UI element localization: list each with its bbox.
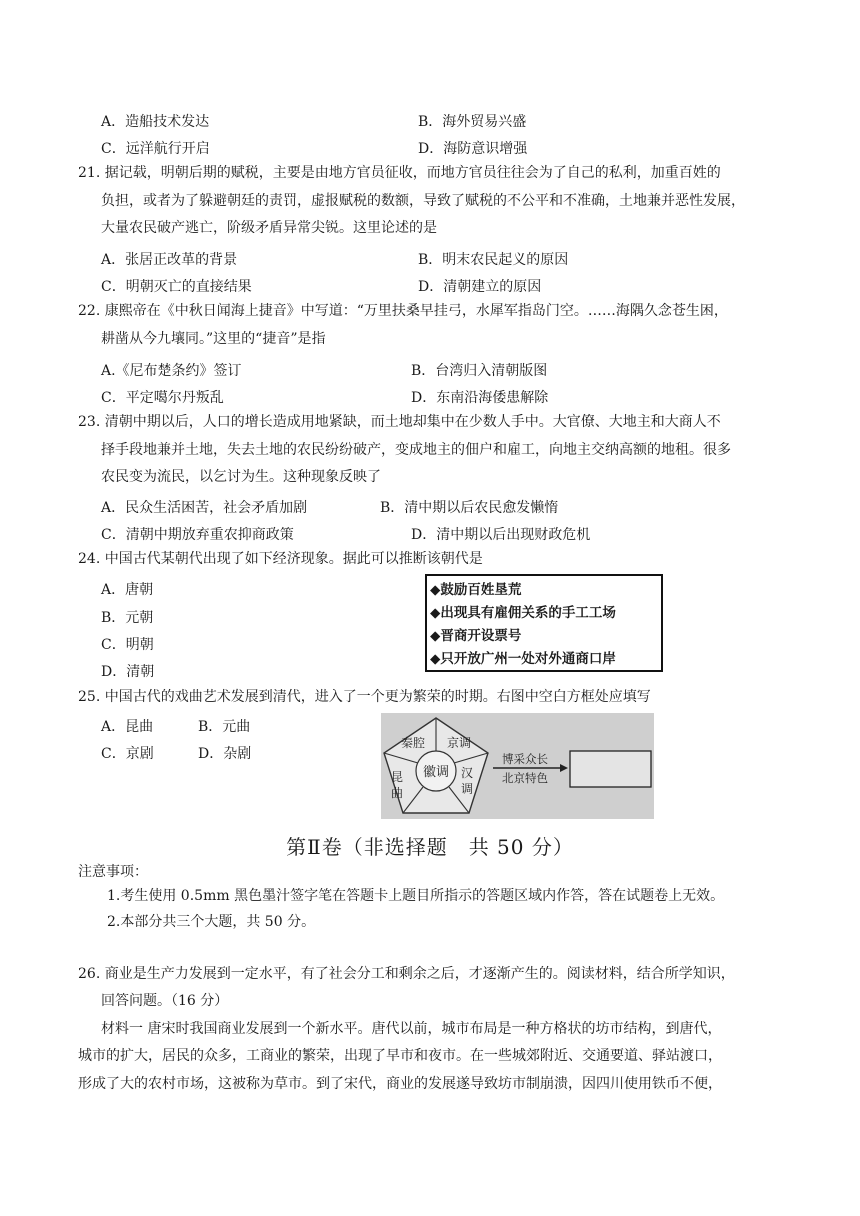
q20-option-c: C．远洋航行开启 (101, 141, 210, 157)
q24-option-c: C．明朝 (101, 637, 154, 653)
phenomenon-item: ◆晋商开设票号 (430, 628, 522, 644)
q24-stem: 24. 中国古代某朝代出现了如下经济现象。据此可以推断该朝代是 (78, 551, 483, 567)
arrow-label-top: 博采众长 (502, 752, 548, 766)
q23-option-d: D．清中期以后出现财政危机 (411, 527, 591, 543)
q23-option-b: B．清中期以后农民愈发懒惰 (380, 500, 559, 516)
phenomenon-item: ◆只开放广州一处对外通商口岸 (430, 651, 616, 667)
q21-option-b: B．明末农民起义的原因 (418, 252, 569, 268)
q24-option-d: D．清朝 (101, 664, 155, 680)
q21-option-a: A．张居正改革的背景 (101, 252, 238, 268)
notice-item-2: 2.本部分共三个大题，共 50 分。 (107, 914, 316, 930)
q26-material-line-2: 城市的扩大，居民的众多，工商业的繁荣，出现了早市和夜市。在一些城郊附近、交通要道、驿站渡口， (78, 1048, 722, 1064)
q23-option-c: C．清朝中期放弃重农抑商政策 (101, 527, 294, 543)
q23-stem-line-3: 农民变为流民，以乞讨为生。这种现象反映了 (101, 469, 381, 485)
q26-material-line-3: 形成了大的农村市场，这被称为草市。到了宋代，商业的发展遂导致坊市制崩溃，因四川使用铁币不便， (78, 1076, 722, 1092)
q23-stem-line-1: 23. 清朝中期以后，人口的增长造成用地紧缺，而土地却集中在少数人手中。大官僚、大地主和大商人不 (78, 414, 721, 430)
q25-option-d: D．杂剧 (198, 746, 252, 762)
diagram-label-han-2: 调 (460, 782, 474, 796)
q25-option-b: B．元曲 (198, 719, 251, 735)
phenomenon-item: ◆出现具有雇佣关系的手工工场 (430, 605, 616, 621)
q26-stem-line-1: 26. 商业是生产力发展到一定水平，有了社会分工和剩余之后，才逐渐产生的。阅读材料，结合所学知识， (78, 966, 735, 982)
diagram-label-qinqiang: 秦腔 (400, 736, 426, 750)
q23-option-a: A．民众生活困苦，社会矛盾加剧 (101, 500, 308, 516)
q25-option-a: A．昆曲 (101, 719, 154, 735)
notice-heading: 注意事项： (78, 864, 148, 880)
arrow-head (560, 764, 568, 772)
diagram-label-jingdiao: 京调 (446, 736, 472, 750)
diagram-label-kun-2: 曲 (390, 786, 404, 800)
section-title: 第Ⅱ卷（非选择题 共 50 分） (286, 835, 574, 859)
q21-stem-line-3: 大量农民破产逃亡，阶级矛盾异常尖锐。这里论述的是 (101, 220, 437, 236)
arrow-label-bottom: 北京特色 (502, 771, 548, 785)
notice-item-1: 1.考生使用 0.5mm 黑色墨汁签字笔在答题卡上题目所指示的答题区域内作答，答在试题卷上无效。 (107, 888, 725, 904)
q22-stem-line-1: 22. 康熙帝在《中秋日闻海上捷音》中写道：“万里扶桑早挂弓，水犀军指岛门空。……海隅久念苍生困， (78, 303, 728, 319)
opera-diagram (381, 713, 654, 819)
q21-option-d: D．清朝建立的原因 (418, 279, 542, 295)
q24-option-b: B．元朝 (101, 610, 154, 626)
q20-option-d: D．海防意识增强 (418, 141, 528, 157)
q22-option-b: B．台湾归入清朝版图 (411, 363, 548, 379)
phenomenon-item: ◆鼓励百姓垦荒 (430, 582, 522, 598)
diagram-label-kun-1: 昆 (390, 770, 404, 784)
q26-stem-line-2: 回答问题。（16 分） (101, 993, 229, 1009)
q20-option-a: A．造船技术发达 (101, 114, 210, 130)
q21-stem-line-2: 负担，或者为了躲避朝廷的责罚，虚报赋税的数额，导致了赋税的不公平和不准确，土地兼并恶性发展， (101, 193, 745, 209)
q25-stem: 25. 中国古代的戏曲艺术发展到清代，进入了一个更为繁荣的时期。右图中空白方框处应填写 (78, 689, 651, 705)
q22-option-c: C．平定噶尔丹叛乱 (101, 390, 224, 406)
q20-option-b: B．海外贸易兴盛 (418, 114, 527, 130)
q22-option-d: D．东南沿海倭患解除 (411, 390, 549, 406)
q22-option-a: A.《尼布楚条约》签订 (101, 363, 242, 379)
opera-diagram-svg (381, 713, 654, 819)
q21-option-c: C．明朝灭亡的直接结果 (101, 279, 252, 295)
q22-stem-line-2: 耕凿从今九壤同。”这里的“捷音”是指 (101, 331, 326, 347)
q26-material-line-1: 材料一 唐宋时我国商业发展到一个新水平。唐代以前，城市布局是一种方格状的坊市结构，到唐代， (101, 1021, 722, 1037)
q23-stem-line-2: 择手段地兼并土地，失去土地的农民纷纷破产，变成地主的佃户和雇工，向地主交纳高额的地租。很多 (101, 442, 731, 458)
q21-stem-line-1: 21. 据记载，明朝后期的赋税，主要是由地方官员征收，而地方官员往往会为了自己的私利，加重百姓的 (78, 165, 721, 181)
q24-option-a: A．唐朝 (101, 582, 154, 598)
q25-option-c: C．京剧 (101, 746, 154, 762)
q24-phenomena-box (425, 574, 663, 672)
diagram-label-han-1: 汉 (460, 766, 474, 780)
blank-answer-box (570, 751, 651, 787)
diagram-center-label: 徽调 (422, 765, 450, 780)
